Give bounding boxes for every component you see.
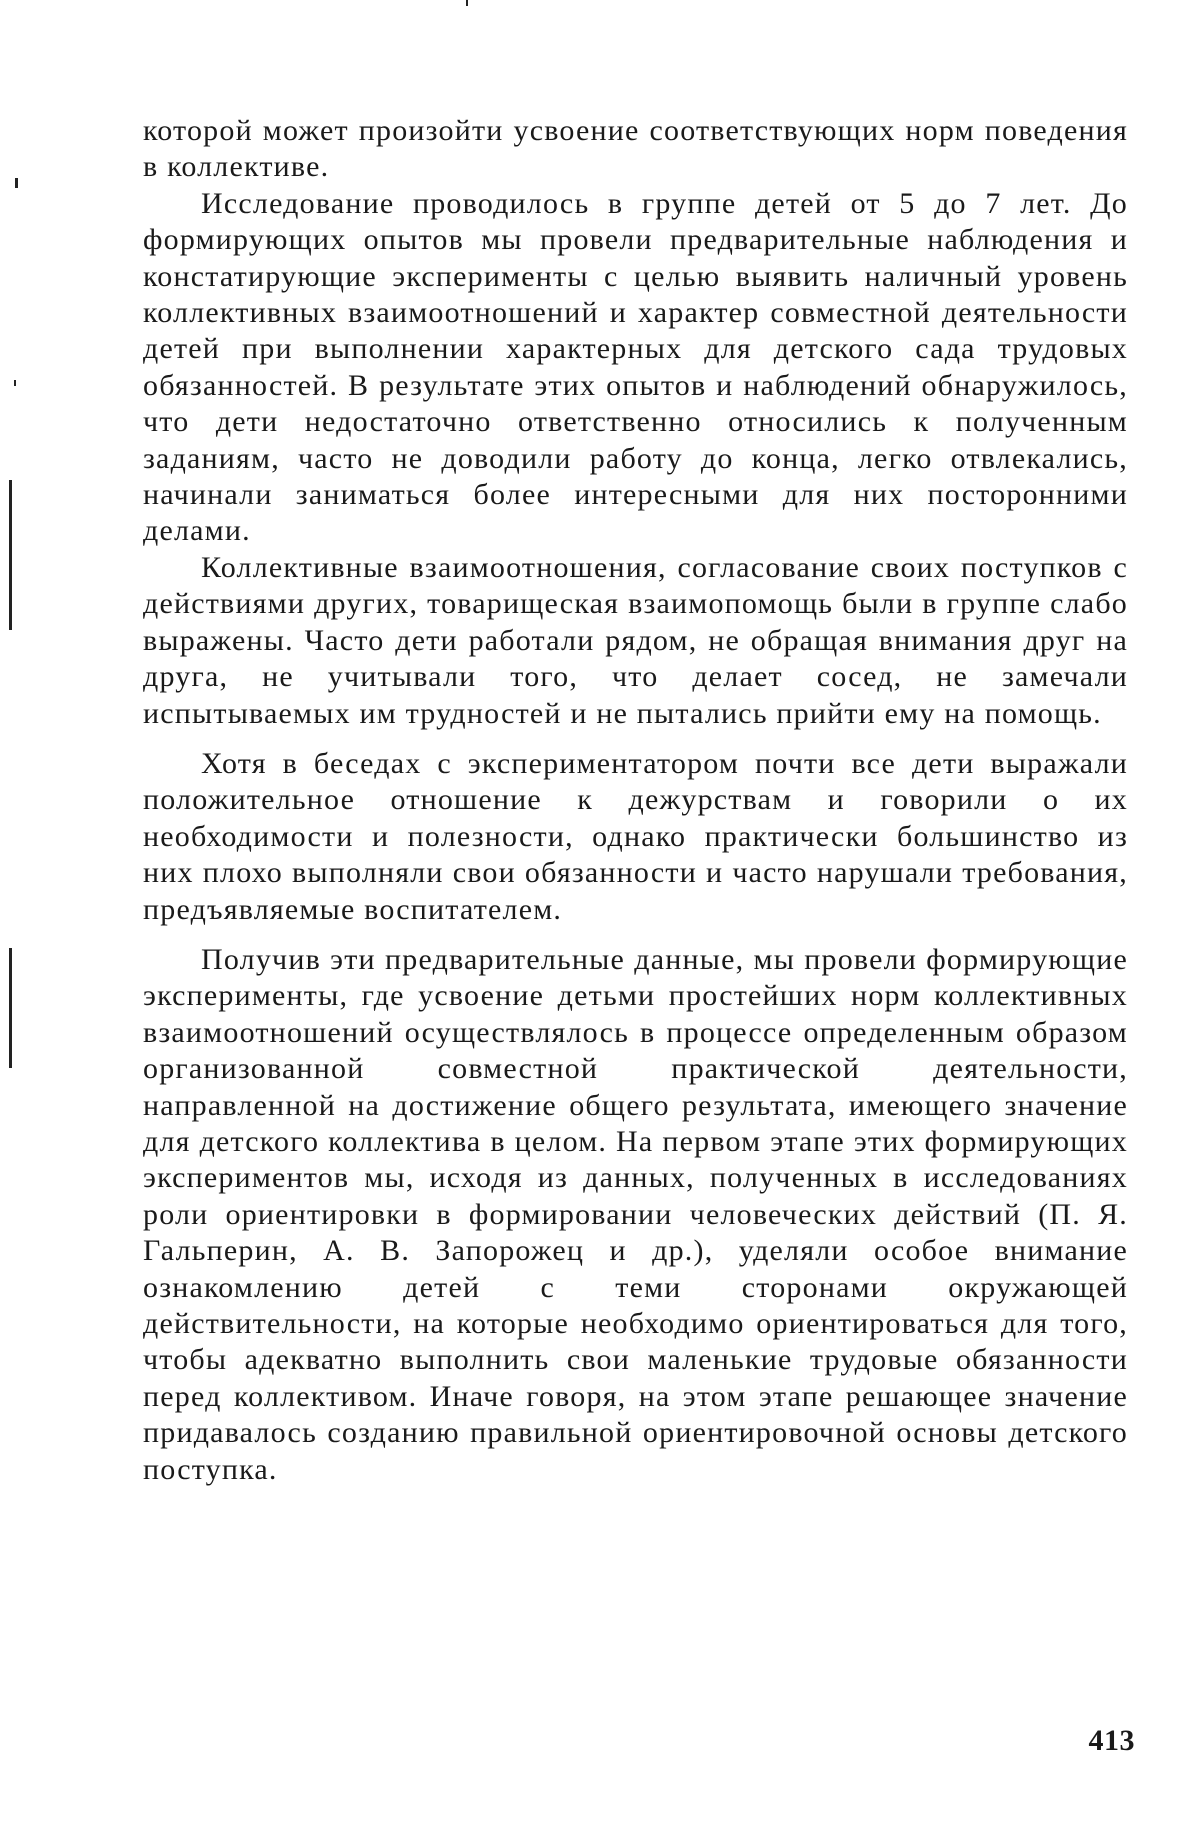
scan-speck: [14, 380, 16, 386]
scan-margin-line: [9, 948, 12, 1068]
scan-margin-line: [9, 480, 12, 630]
paragraph: Исследование проводилось в группе детей от 5 до 7 лет. До формирующих опытов мы провели предварительные наблюдения и констатирующие эксперименты с целью выявить наличный уровень коллективных взаимоотношений и характер совместной деятельности детей при выполнении характерных для детского сада трудовых обязанностей. В результате этих опытов и наблюдений обнаружилось, что дети недостаточно ответственно относились к полученным заданиям, часто не доводили работу до конца, легко отвлекались, начинали заниматься более интересными для них посторонними делами.: [143, 186, 1128, 548]
page-number: 413: [1088, 1724, 1135, 1757]
paragraph: Хотя в беседах с экспериментатором почти все дети выражали положительное отношение к дежурствам и говорили о их необходимости и полезности, однако практически большинство из них плохо выполняли свои обязанности и часто нарушали требования, предъявляемые воспитателем.: [143, 746, 1128, 926]
scan-speck: [466, 0, 468, 6]
paragraph-continuation: которой может произойти усвоение соответствующих норм поведения в коллективе.: [143, 114, 1128, 184]
scan-speck: [15, 178, 18, 188]
paragraph: Коллективные взаимоотношения, согласование своих поступков с действиями других, товарищеская взаимопомощь были в группе слабо выражены. Часто дети работали рядом, не обращая внимания друг на друга, не учитывали того, что делает сосед, не замечали испытываемых им трудностей и не пытались прийти ему на помощь.: [143, 550, 1128, 730]
paragraph: Получив эти предварительные данные, мы провели формирующие эксперименты, где усвоение детьми простейших норм коллективных взаимоотношений осуществлялось в процессе определенным образом организованной совместной практической деятельности, направленной на достижение общего результата, имеющего значение для детского коллектива в целом. На первом этапе этих формирующих экспериментов мы, исходя из данных, полученных в исследованиях роли ориентировки в формировании человеческих действий (П. Я. Гальперин, А. В. Запорожец и др.), уделяли особое внимание ознакомлению детей с теми сторонами окружающей действительности, на которые необходимо ориентироваться для того, чтобы адекватно выполнить свои маленькие трудовые обязанности перед коллективом. Иначе говоря, на этом этапе решающее значение придавалось созданию правильной ориентировочной основы детского поступка.: [143, 942, 1128, 1486]
body-text: [143, 113, 1128, 1488]
